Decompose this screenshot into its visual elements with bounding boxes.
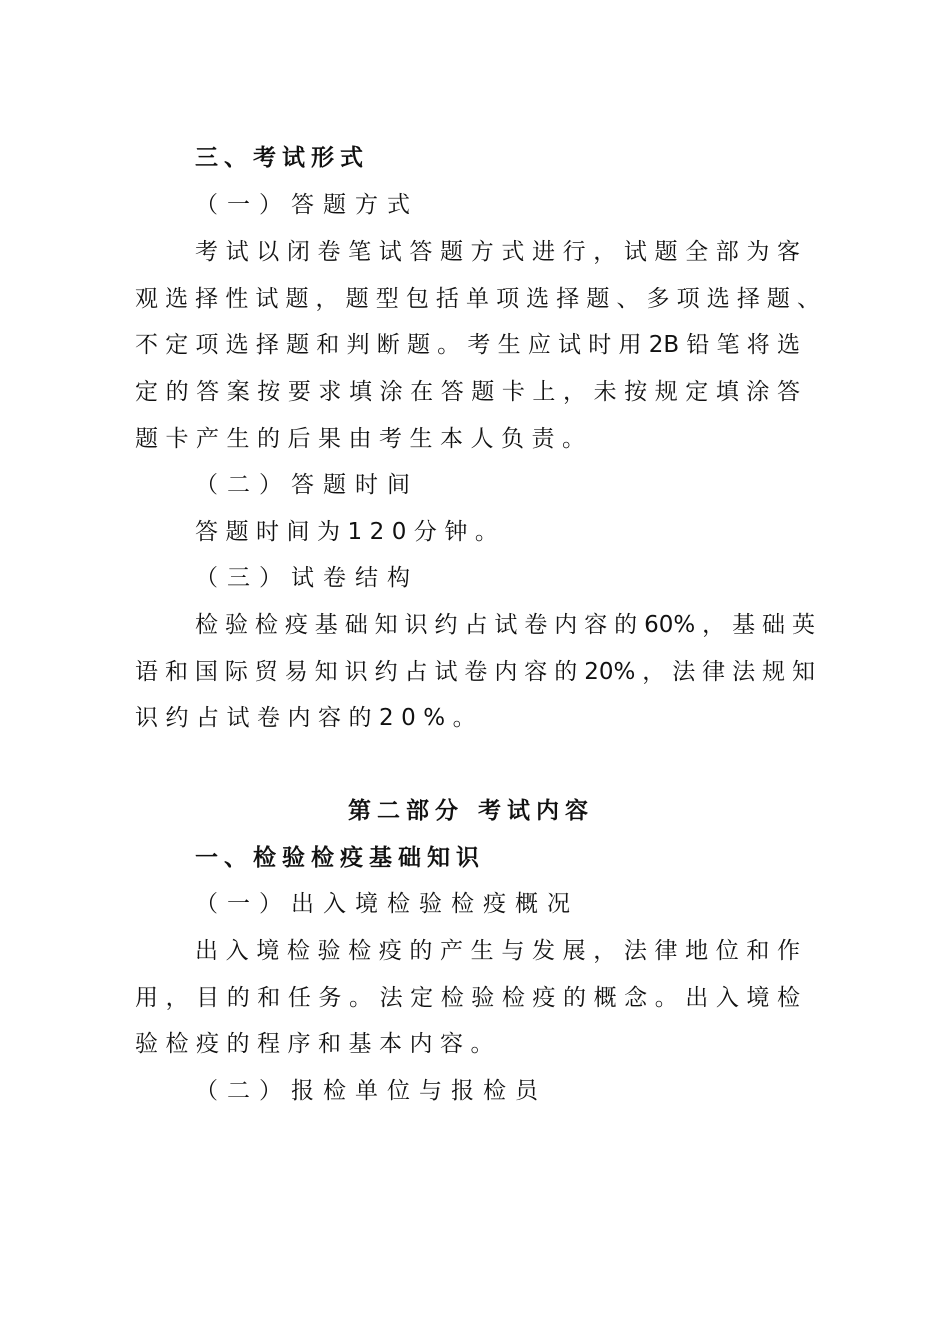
paragraph-line: 验检疫的程序和基本内容。 [135,1031,501,1057]
paragraph-line: 答题时间为120分钟。 [195,519,506,545]
subsection-title: （二）报检单位与报检员 [195,1078,547,1104]
paragraph-line: 出入境检验检疫的产生与发展，法律地位和作 [195,938,800,964]
paragraph-line: 用，目的和任务。法定检验检疫的概念。出入境检 [135,985,800,1011]
paragraph-line: 观选择性试题，题型包括单项选择题、多项选择题、 [135,286,820,312]
paragraph-line: 不定项选择题和判断题。考生应试时用2B铅笔将选 [135,332,800,358]
section-heading: 三、考试形式 [195,145,369,171]
paragraph-line: 语和国际贸易知识约占试卷内容的20%，法律法规知 [135,659,815,685]
subsection-title: （二）答题时间 [195,472,419,498]
paragraph-line: 识约占试卷内容的20%。 [135,705,484,731]
subsection-title: （一）出入境检验检疫概况 [195,891,579,917]
part-title: 第二部分 考试内容 [348,798,595,824]
paragraph-line: 考试以闭卷笔试答题方式进行，试题全部为客 [195,239,800,265]
paragraph-line: 定的答案按要求填涂在答题卡上，未按规定填涂答 [135,379,800,405]
section-heading: 一、检验检疫基础知识 [195,845,485,871]
paragraph-line: 检验检疫基础知识约占试卷内容的60%，基础英 [195,612,815,638]
subsection-title: （一）答题方式 [195,192,419,218]
paragraph-line: 题卡产生的后果由考生本人负责。 [135,426,593,452]
subsection-title: （三）试卷结构 [195,565,419,591]
